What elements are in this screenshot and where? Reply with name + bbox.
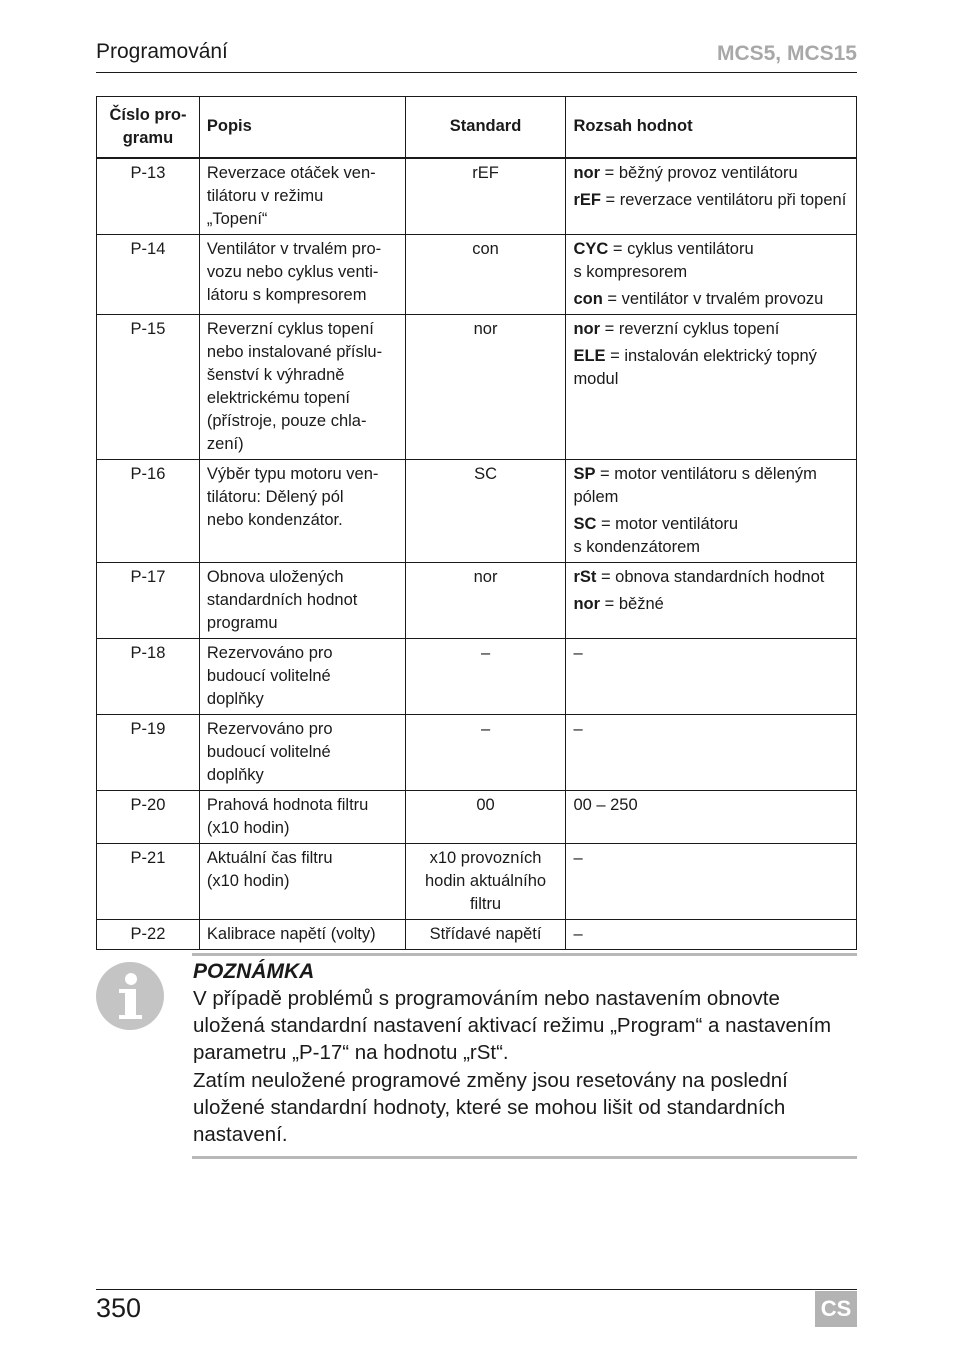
- range-entry: [573, 162, 849, 185]
- parameter-range: [566, 843, 857, 919]
- table-row: [97, 919, 857, 949]
- range-code: ELE: [573, 346, 606, 365]
- footer-divider: [96, 1289, 857, 1290]
- table-row: [97, 714, 857, 790]
- range-entry: [573, 345, 849, 391]
- range-text: –: [573, 643, 583, 662]
- note-divider-bottom: [192, 1156, 857, 1159]
- table-row: [97, 562, 857, 638]
- parameter-description: Prahová hodnota filtru (x10 hodin): [199, 790, 405, 843]
- range-entry: [573, 513, 849, 559]
- parameter-default: nor: [405, 314, 566, 459]
- range-entry: [573, 923, 849, 946]
- range-code: SC: [573, 514, 597, 533]
- range-code: nor: [573, 319, 601, 338]
- note-body: [193, 985, 857, 1148]
- note-divider-top: [192, 953, 857, 956]
- table-row: [97, 459, 857, 562]
- range-code: nor: [573, 163, 601, 182]
- range-text: = motor ventilátoru s děleným pólem: [573, 464, 817, 506]
- language-badge: CS: [815, 1291, 857, 1327]
- parameter-range: [566, 314, 857, 459]
- parameter-default: nor: [405, 562, 566, 638]
- table-row: [97, 314, 857, 459]
- parameter-number: P-13: [97, 158, 200, 235]
- range-entry: [573, 847, 849, 870]
- parameter-range: [566, 459, 857, 562]
- column-header-number: [97, 97, 200, 158]
- table-row: [97, 638, 857, 714]
- parameter-number: P-18: [97, 638, 200, 714]
- parameter-range: [566, 562, 857, 638]
- range-code: rEF: [573, 190, 601, 209]
- range-entry: [573, 318, 849, 341]
- range-text: –: [573, 848, 583, 867]
- parameter-range: [566, 919, 857, 949]
- parameter-description: Obnova uložených standardních hodnot programu: [199, 562, 405, 638]
- table-header-row: [97, 97, 857, 158]
- range-text: = obnova standardních hodnot: [596, 567, 825, 586]
- parameter-number: P-15: [97, 314, 200, 459]
- parameter-description: Ventilátor v trvalém pro- vozu nebo cyklus venti- látoru s kompresorem: [199, 234, 405, 314]
- range-text: = běžné: [600, 594, 664, 613]
- column-header-default: Standard: [405, 97, 566, 158]
- parameter-range: [566, 790, 857, 843]
- parameter-description: Rezervováno pro budoucí volitelné doplňky: [199, 638, 405, 714]
- parameter-number: P-16: [97, 459, 200, 562]
- parameter-number: P-19: [97, 714, 200, 790]
- parameter-default: x10 provozních hodin aktuálního filtru: [405, 843, 566, 919]
- parameter-default: 00: [405, 790, 566, 843]
- range-entry: [573, 463, 849, 509]
- range-text: –: [573, 924, 583, 943]
- note-paragraph-2: Zatím neuložené programové změny jsou resetovány na poslední uložené standardní hodnoty, které se mohou lišit od standardních nastavení.: [193, 1068, 788, 1147]
- range-text: = ventilátor v trvalém provozu: [602, 289, 824, 308]
- table-row: [97, 790, 857, 843]
- column-header-number-label: Číslo pro- gramu: [109, 105, 187, 147]
- table-row: [97, 158, 857, 235]
- parameter-range: [566, 714, 857, 790]
- info-icon: [96, 962, 164, 1030]
- parameter-default: rEF: [405, 158, 566, 235]
- range-code: rSt: [573, 567, 597, 586]
- parameter-default: con: [405, 234, 566, 314]
- parameter-description: Reverzace otáček ven- tilátoru v režimu „Topení“: [199, 158, 405, 235]
- parameter-default: Střídavé napětí: [405, 919, 566, 949]
- range-code: CYC: [573, 239, 609, 258]
- range-entry: [573, 566, 849, 589]
- parameter-range: [566, 158, 857, 235]
- parameter-number: P-14: [97, 234, 200, 314]
- range-entry: [573, 288, 849, 311]
- range-text: = běžný provoz ventilátoru: [600, 163, 798, 182]
- column-header-range: Rozsah hodnot: [566, 97, 857, 158]
- range-text: = reverzace ventilátoru při topení: [600, 190, 847, 209]
- range-code: nor: [573, 594, 601, 613]
- table-row: [97, 234, 857, 314]
- parameter-table: [96, 96, 857, 950]
- range-entry: [573, 238, 849, 284]
- parameter-range: [566, 638, 857, 714]
- note-paragraph-1: V případě problémů s programováním nebo nastavením obnovte uložená standardní nastavení aktivací režimu „Program“ a nastavením parametru „P-17“ na hodnotu „rSt“.: [193, 987, 832, 1065]
- parameter-number: P-17: [97, 562, 200, 638]
- column-header-description: Popis: [199, 97, 405, 158]
- range-entry: [573, 718, 849, 741]
- parameter-description: Aktuální čas filtru (x10 hodin): [199, 843, 405, 919]
- parameter-range: [566, 234, 857, 314]
- parameter-default: –: [405, 714, 566, 790]
- range-text: = instalován elektrický topný modul: [573, 346, 817, 388]
- parameter-number: P-20: [97, 790, 200, 843]
- range-text: = reverzní cyklus topení: [600, 319, 780, 338]
- parameter-default: SC: [405, 459, 566, 562]
- range-code: SP: [573, 464, 596, 483]
- parameter-number: P-21: [97, 843, 200, 919]
- product-name: MCS5, MCS15: [716, 42, 857, 65]
- note-title: POZNÁMKA: [193, 960, 315, 983]
- range-entry: [573, 794, 849, 817]
- range-text: = motor ventilátoru s kondenzátorem: [573, 514, 739, 556]
- table-body: [97, 158, 857, 950]
- page-number: 350: [96, 1293, 142, 1323]
- parameter-description: Rezervováno pro budoucí volitelné doplňky: [199, 714, 405, 790]
- range-entry: [573, 189, 849, 212]
- parameter-number: P-22: [97, 919, 200, 949]
- table-row: [97, 843, 857, 919]
- range-code: con: [573, 289, 603, 308]
- section-title: Programování: [96, 40, 228, 63]
- parameter-default: –: [405, 638, 566, 714]
- range-text: –: [573, 719, 583, 738]
- range-entry: [573, 593, 849, 616]
- range-text: 00 – 250: [573, 795, 638, 814]
- parameter-description: Výběr typu motoru ven- tilátoru: Dělený pól nebo kondenzátor.: [199, 459, 405, 562]
- parameter-description: Kalibrace napětí (volty): [199, 919, 405, 949]
- parameter-description: Reverzní cyklus topení nebo instalované příslu- šenství k výhradně elektrickému topení (přístroje, pouze chla- zení): [199, 314, 405, 459]
- page-header: [96, 40, 857, 73]
- range-entry: [573, 642, 849, 665]
- range-text: = cyklus ventilátoru s kompresorem: [573, 239, 754, 281]
